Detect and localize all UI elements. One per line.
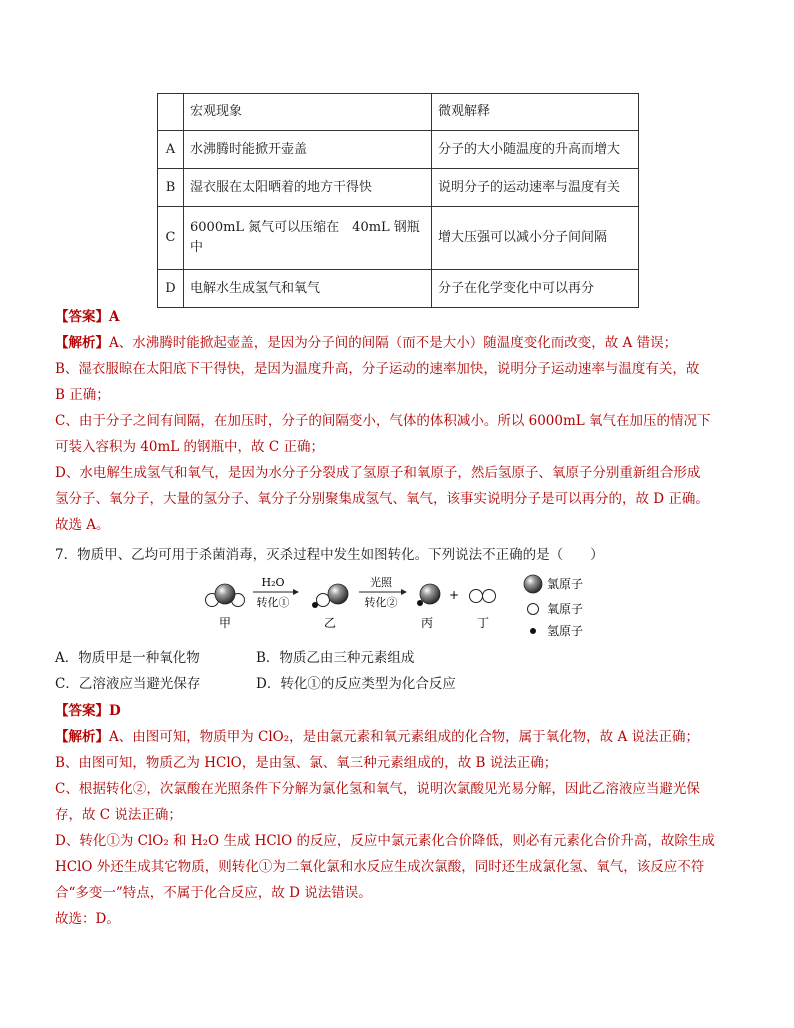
q7-analysis-line: 存，故 C 说法正确； (55, 807, 182, 823)
q6-analysis-line: B 正确； (55, 387, 110, 403)
label-jia: 甲 (218, 616, 232, 630)
answer-value: D (109, 703, 121, 719)
arrow2-condition: 光照 (370, 576, 392, 589)
table-cell-micro: 说明分子的运动速率与温度有关 (432, 169, 639, 207)
molecule-ding (470, 590, 496, 603)
table-cell-micro: 增大压强可以减小分子间间隔 (432, 207, 639, 270)
arrow1-head-icon (293, 589, 299, 595)
molecule-yi (312, 584, 348, 608)
hydrogen-atom-icon (530, 628, 536, 634)
table-row (158, 270, 639, 308)
table-header-micro: 微观解释 (432, 94, 639, 131)
table-header-row (158, 94, 639, 131)
table-row (158, 207, 639, 270)
q6-analysis-line: 故选 A。 (55, 517, 110, 533)
table-cell-macro: 电解水生成氢气和氧气 (184, 270, 432, 308)
arrow1-label: 转化① (256, 596, 290, 609)
arrow2-head-icon (401, 589, 407, 595)
phenomena-table (157, 93, 639, 308)
table-cell-key: A (158, 131, 184, 169)
conversion-diagram (195, 572, 615, 640)
q7-analysis-line (55, 727, 745, 747)
table-cell-micro: 分子在化学变化中可以再分 (432, 270, 639, 308)
plus-sign: + (448, 588, 460, 602)
label-bing: 丙 (420, 616, 434, 630)
table-cell-micro: 分子的大小随温度的升高而增大 (432, 131, 639, 169)
answer-value: A (109, 309, 120, 325)
q6-analysis-line: C、由于分子之间有间隔，在加压时，分子的间隔变小，气体的体积减小。所以 6000mL 氧气在加压的情况下 (55, 413, 711, 429)
answer-tag: 【答案】 (55, 703, 109, 719)
q7-stem: 7．物质甲、乙均可用于杀菌消毒，灭杀过程中发生如图转化。下列说法不正确的是（ ） (55, 547, 604, 563)
analysis-tag: 【解析】 (55, 335, 109, 351)
table-row (158, 131, 639, 169)
legend-oxygen: 氧原子 (547, 602, 584, 616)
q6-analysis-line: B、湿衣服晾在太阳底下干得快，是因为温度升高，分子运动的速率加快，说明分子运动速率与温度有关，故 (55, 361, 700, 377)
legend-hydrogen: 氢原子 (547, 624, 584, 638)
q6-analysis-line: 氢分子、氧分子，大量的氢分子、氧分子分别聚集成氢气、氧气，该事实说明分子是可以再分的，故 D 正确。 (55, 491, 709, 507)
q6-analysis-line (55, 333, 745, 353)
analysis-text: A、水沸腾时能掀起壶盖，是因为分子间的间隔（而不是大小）随温度变化而改变，故 A 错误； (109, 335, 678, 351)
table-cell-key: C (158, 207, 184, 270)
label-yi: 乙 (323, 616, 337, 630)
table-cell-key: D (158, 270, 184, 308)
q7-analysis-line: 故选：D。 (55, 911, 120, 927)
table-cell-macro: 湿衣服在太阳晒着的地方干得快 (184, 169, 432, 207)
q7-analysis-line: 合“多变一”特点，不属于化合反应，故 D 说法错误。 (55, 885, 372, 901)
table-cell-macro: 水沸腾时能掀开壶盖 (184, 131, 432, 169)
analysis-tag: 【解析】 (55, 729, 109, 745)
oxygen-atom-icon (528, 604, 539, 615)
table-header-macro: 宏观现象 (184, 94, 432, 131)
q6-analysis-line: 可装入容积为 40mL 的钢瓶中，故 C 正确； (55, 439, 324, 455)
q7-analysis-line: C、根据转化②，次氯酸在光照条件下分解为氯化氢和氧气，说明次氯酸见光易分解，因此乙溶液应当避光保 (55, 781, 700, 797)
label-ding: 丁 (476, 616, 490, 630)
table-cell-key: B (158, 169, 184, 207)
option-a: A．物质甲是一种氧化物 (55, 650, 200, 666)
q7-analysis-line: HClO 外还生成其它物质，则转化①为二氧化氯和水反应生成次氯酸，同时还生成氯化氢、氧气，该反应不符 (55, 859, 705, 875)
table-cell-key (158, 94, 184, 131)
option-d: D．转化①的反应类型为化合反应 (256, 676, 456, 692)
answer-tag: 【答案】 (55, 309, 109, 325)
table-row (158, 169, 639, 207)
q7-analysis-line: D、转化①为 ClO₂ 和 H₂O 生成 HClO 的反应，反应中氯元素化合价降低，则必有元素化合价升高，故除生成 (55, 833, 715, 849)
analysis-text: A、由图可知，物质甲为 ClO₂，是由氯元素和氧元素组成的化合物，属于氧化物，故 A 说法正确； (109, 729, 699, 745)
molecule-bing (417, 584, 440, 606)
q6-answer (55, 307, 745, 327)
table-cell-macro: 6000mL 氮气可以压缩在 40mL 钢瓶中 (184, 207, 432, 270)
legend-chlorine: 氯原子 (547, 577, 584, 591)
arrow1-condition: H₂O (261, 576, 285, 589)
option-b: B．物质乙由三种元素组成 (256, 650, 415, 666)
q6-analysis-line: D、水电解生成氢气和氧气，是因为水分子分裂成了氢原子和氧原子，然后氢原子、氧原子分别重新组合形成 (55, 465, 701, 481)
figure-legend (524, 575, 583, 638)
q7-analysis-line: B、由图可知，物质乙为 HClO，是由氢、氯、氧三种元素组成的，故 B 说法正确； (55, 755, 558, 771)
molecule-jia (206, 584, 245, 607)
chlorine-atom-icon (524, 575, 542, 593)
q7-answer (55, 701, 745, 721)
option-c: C．乙溶液应当避光保存 (55, 676, 201, 692)
arrow2-label: 转化② (364, 596, 398, 609)
